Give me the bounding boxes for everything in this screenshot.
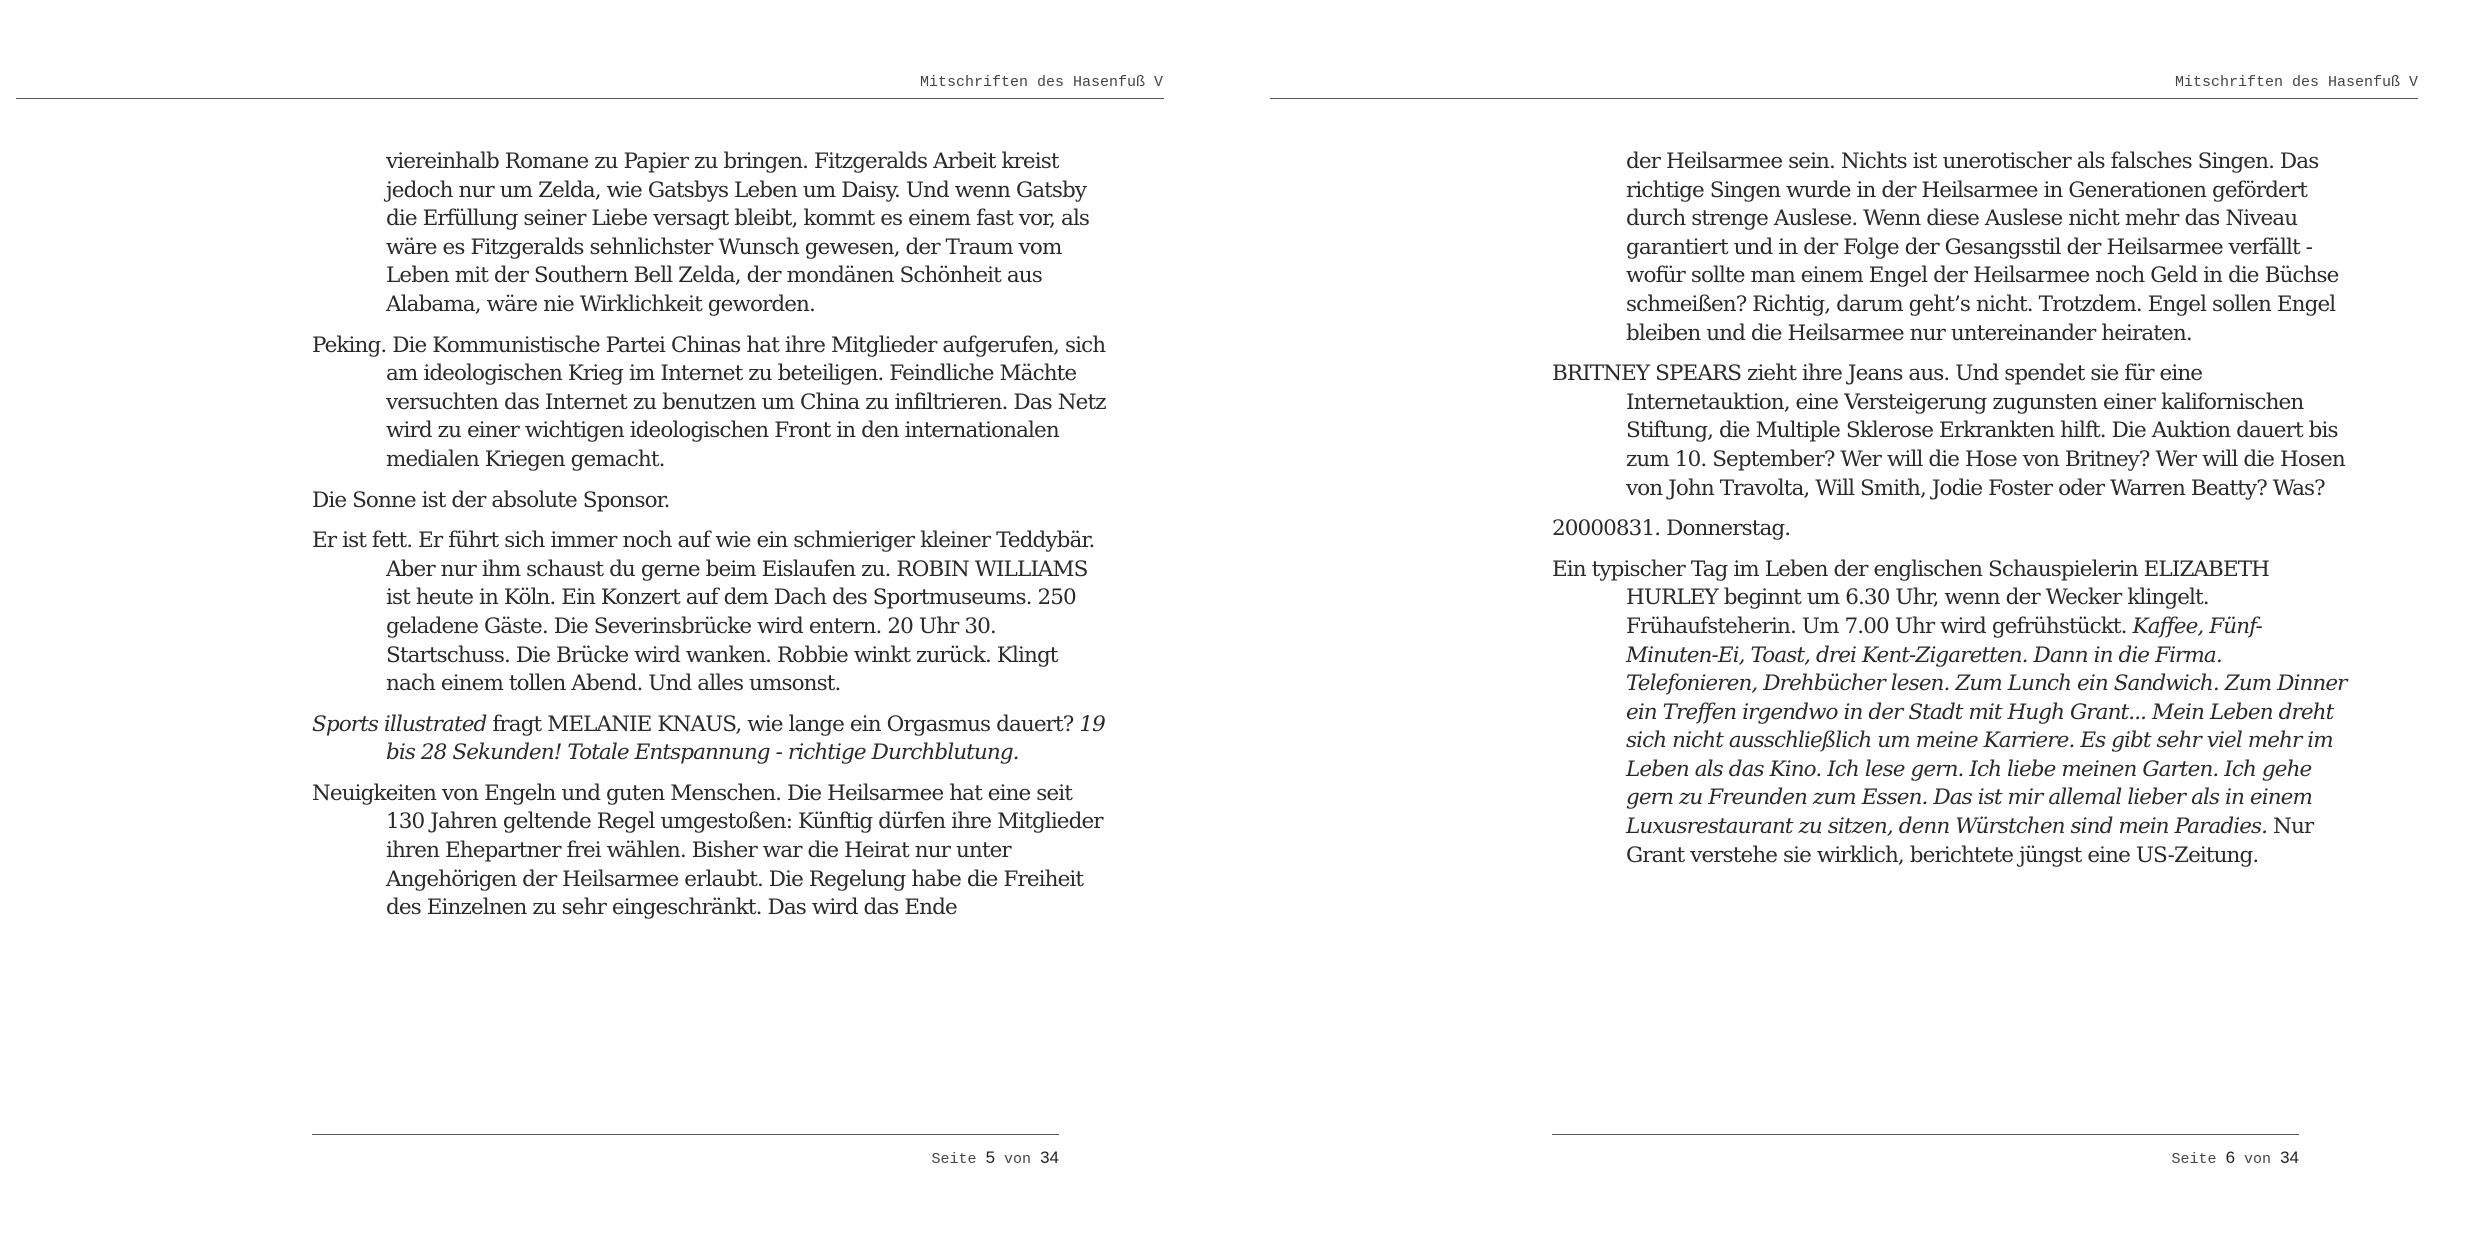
paragraph-text: fragt MELANIE KNAUS, wie lange ein Orgasmus dauert? (486, 711, 1080, 737)
paragraph (1552, 556, 2352, 871)
paragraph-text: der Heilsarmee sein. Nichts ist unerotischer als falsches Singen. Das richtige Singen wurde in der Heilsarmee in Generationen gefördert durch strenge Auslese. Wenn diese Auslese nicht mehr das Niveau garantiert und in der Folge der Gesangsstil der Heilsarmee verfällt - wofür sollte man einem Engel der Heilsarmee noch Geld in die Büchse schmeißen? Richtig, darum geht’s nicht. Trotzdem. Engel sollen Engel bleiben und die Heilsarmee nur untereinander heiraten. (1626, 149, 2339, 346)
page-body (312, 148, 1112, 935)
page-footer (312, 1148, 1059, 1168)
footer-rule (312, 1134, 1059, 1135)
page-right (1240, 0, 2480, 1240)
seite-label: Seite (931, 1151, 977, 1168)
paragraph-text: Die Sonne ist der absolute Sponsor. (312, 487, 670, 513)
page-footer (1552, 1148, 2299, 1168)
paragraph (312, 711, 1112, 768)
paragraph (1552, 360, 2352, 503)
total-pages: 34 (2280, 1148, 2299, 1167)
page-number: 5 (985, 1148, 996, 1167)
paragraph (312, 527, 1112, 699)
paragraph (312, 487, 1112, 516)
total-pages: 34 (1040, 1148, 1059, 1167)
paragraph-text: viereinhalb Romane zu Papier zu bringen. Fitzgeralds Arbeit kreist jedoch nur um Zelda, wie Gatsbys Leben um Daisy. Und wenn Gatsby die Erfüllung seiner Liebe versagt bleibt, kommt es einem fast vor, als wäre es Fitzgeralds sehnlichster Wunsch gewesen, der Traum vom Leben mit der Southern Bell Zelda, der mondänen Schönheit aus Alabama, wäre nie Wirklichkeit geworden. (386, 149, 1090, 317)
seite-label: Seite (2171, 1151, 2217, 1168)
italic-text: 19 bis 28 Sekunden! Totale Entspannung - richtige Durchblutung. (386, 711, 1105, 766)
paragraph (312, 780, 1112, 923)
header-rule (1270, 98, 2418, 99)
paragraph (312, 148, 1112, 320)
paragraph-text: BRITNEY SPEARS zieht ihre Jeans aus. Und spendet sie für eine Internetauktion, eine Versteigerung zugunsten einer kalifornischen Stiftung, die Multiple Sklerose Erkrankten hilft. Die Auktion dauert bis zum 10. September? Wer will die Hose von Britney? Wer will die Hosen von John Travolta, Will Smith, Jodie Foster oder Warren Beatty? Was? (1552, 361, 2345, 501)
paragraph-text: Ein typischer Tag im Leben der englischen Schauspielerin ELIZABETH HURLEY beginnt um 6.30 Uhr, wenn der Wecker klingelt. Frühaufsteherin. Um 7.00 Uhr wird gefrühstückt. (1552, 556, 2270, 639)
italic-text: Kaffee, Fünf-Minuten-Ei, Toast, drei Kent-Zigaretten. Dann in die Firma. Telefonieren, Drehbücher lesen. Zum Lunch ein Sandwich. Zum Dinner ein Treffen irgendwo in der Stadt mit Hugh Grant... Mein Leben dreht sich nicht ausschließlich um meine Karriere. Es gibt sehr viel mehr im Leben als das Kino. Ich lese gern. Ich liebe meinen Garten. Ich gehe gern zu Freunden zum Essen. Das ist mir allemal lieber als in einem Luxusrestaurant zu sitzen, denn Würstchen sind mein Paradies. (1626, 613, 2347, 840)
paragraph (312, 332, 1112, 475)
running-header: Mitschriften des Hasenfuß V (919, 74, 1163, 91)
paragraph-text: 20000831. Donnerstag. (1552, 516, 1791, 542)
von-label: von (2244, 1151, 2272, 1168)
footer-rule (1552, 1134, 2299, 1135)
header-rule (16, 98, 1164, 99)
paragraph-text: Peking. Die Kommunistische Partei Chinas hat ihre Mitglieder aufgerufen, sich am ideologischen Krieg im Internet zu beteiligen. Feindliche Mächte versuchten das Internet zu benutzen um China zu infiltrieren. Das Netz wird zu einer wichtigen ideologischen Front in den internationalen medialen Kriegen gemacht. (312, 332, 1106, 472)
paragraph (1552, 515, 2352, 544)
page-number: 6 (2225, 1148, 2236, 1167)
paragraph (1552, 148, 2352, 348)
running-header: Mitschriften des Hasenfuß V (2174, 74, 2418, 91)
paragraph-text: Er ist fett. Er führt sich immer noch auf wie ein schmieriger kleiner Teddybär. Aber nur ihm schaust du gerne beim Eislaufen zu. ROBIN WILLIAMS ist heute in Köln. Ein Konzert auf dem Dach des Sportmuseums. 250 geladene Gäste. Die Severinsbrücke wird entern. 20 Uhr 30. Startschuss. Die Brücke wird wanken. Robbie winkt zurück. Klingt nach einem tollen Abend. Und alles umsonst. (312, 528, 1095, 697)
page-body (1552, 148, 2352, 882)
von-label: von (1004, 1151, 1032, 1168)
paragraph-text: Neuigkeiten von Engeln und guten Menschen. Die Heilsarmee hat eine seit 130 Jahren geltende Regel umgestoßen: Künftig dürfen ihre Mitglieder ihren Ehepartner frei wählen. Bisher war die Heirat nur unter Angehörigen der Heilsarmee erlaubt. Die Regelung habe die Freiheit des Einzelnen zu sehr eingeschränkt. Das wird das Ende (312, 780, 1103, 921)
italic-text: Sports illustrated (312, 711, 487, 737)
paragraph-text: Nur Grant verstehe sie wirklich, berichtete jüngst eine US-Zeitung. (1626, 814, 2314, 868)
